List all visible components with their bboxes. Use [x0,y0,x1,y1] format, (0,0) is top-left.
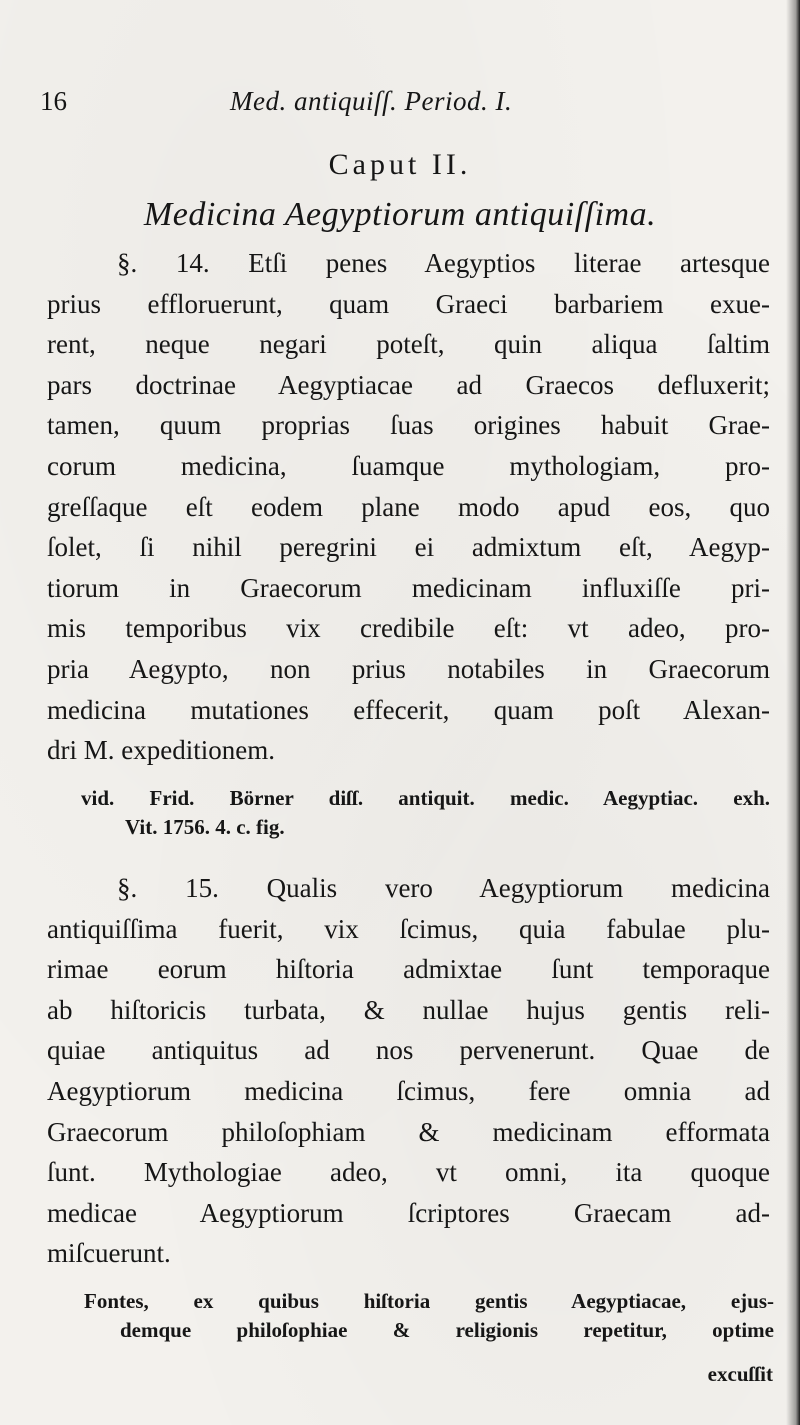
note-line: Vit. 1756. 4. c. fig. [125,815,285,839]
text-line: corum medicina, ſuamque mythologiam, pro- [47,450,770,481]
text-line: dri M. expeditionem. [47,735,275,766]
text-line: pria Aegypto, non prius notabiles in Graecorum [47,653,770,684]
page-edge-shadow [786,0,800,1425]
text-line: §. 15. Qualis vero Aegyptiorum medicina [117,873,770,903]
text-line: miſcuerunt. [47,1238,171,1269]
running-head: Med. antiquiſſ. Period. I. [230,86,513,116]
catchword: excuſſit [707,1362,773,1386]
text-line: prius effloruerunt, quam Graeci barbariem exue- [47,288,770,319]
text-line: medicina mutationes effecerit, quam poſt Alexan- [47,694,770,725]
text-line: tamen, quum proprias ſuas origines habuit Grae- [47,410,770,441]
text-line: rimae eorum hiſtoria admixtae ſunt temporaque [47,954,770,985]
chapter-heading: Caput II. [328,148,472,181]
note-line: vid. Frid. Börner diſſ. antiquit. medic. Aegyptiac. exh. [81,786,770,810]
text-line: quiae antiquitus ad nos pervenerunt. Quae de [47,1035,770,1066]
text-line: mis temporibus vix credibile eſt: vt adeo, pro- [47,613,770,644]
text-line: ſunt. Mythologiae adeo, vt omni, ita quoque [47,1157,770,1188]
text-line: medicae Aegyptiorum ſcriptores Graecam ad- [47,1197,770,1228]
text-line: antiquiſſima fuerit, vix ſcimus, quia fabulae plu- [47,913,770,944]
section-15-paragraph [47,868,770,1274]
section-15-note [84,1287,774,1345]
text-line: greſſaque eſt eodem plane modo apud eos, quo [47,491,770,522]
text-line: Graecorum philoſophiam & medicinam efformata [47,1116,770,1147]
text-line: pars doctrinae Aegyptiacae ad Graecos defluxerit; [47,369,770,400]
chapter-title: Medicina Aegyptiorum antiquiſſima. [143,196,657,233]
note-line: demque philoſophiae & religionis repetitur, optime [120,1318,774,1342]
section-14-note [47,784,770,842]
text-line: §. 14. Etſi penes Aegyptios literae artesque [117,248,770,278]
note-line: Fontes, ex quibus hiſtoria gentis Aegyptiacae, ejus- [84,1289,774,1313]
text-line: ſolet, ſi nihil peregrini ei admixtum eſt, Aegyp- [47,532,770,563]
text-line: rent, neque negari poteſt, quin aliqua ſaltim [47,329,770,360]
section-14-paragraph [47,243,770,771]
text-line: tiorum in Graecorum medicinam influxiſſe pri- [47,572,770,603]
text-line: ab hiſtoricis turbata, & nullae hujus gentis reli- [47,994,770,1025]
page-number: 16 [40,86,67,116]
text-line: Aegyptiorum medicina ſcimus, fere omnia ad [47,1075,770,1106]
